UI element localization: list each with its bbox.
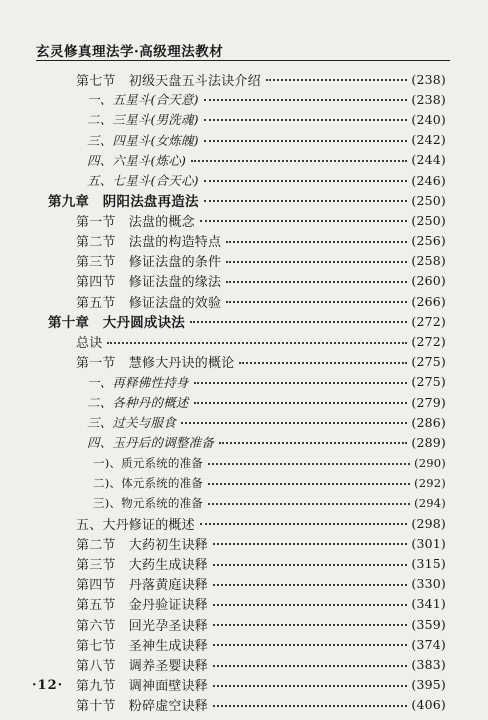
toc-entry	[0, 130, 488, 150]
toc-entry	[0, 352, 488, 372]
toc-entry	[0, 311, 488, 331]
toc-entry-title: 三、过关与服食	[87, 415, 176, 431]
dot-leader	[208, 483, 410, 485]
toc-entry-page: (330)	[411, 576, 446, 592]
dot-leader	[219, 442, 407, 444]
toc-entry	[0, 412, 488, 432]
toc-entry-page: (272)	[411, 334, 446, 350]
toc-entry-page: (260)	[411, 273, 446, 289]
toc-entry-title: 第四节 修证法盘的缘法	[76, 275, 222, 291]
toc-entry-title: 一、五星斗(合天意)	[87, 92, 199, 108]
dot-leader	[190, 321, 407, 323]
header-rule	[36, 60, 450, 61]
toc-entry-page: (266)	[411, 293, 446, 309]
dot-leader	[213, 604, 407, 606]
toc-entry-title: 第六节 回光孕圣诀释	[76, 618, 209, 634]
toc-entry-page: (294)	[414, 496, 446, 511]
toc-entry-title: 第一节 法盘的概念	[76, 214, 195, 230]
dot-leader	[204, 180, 408, 182]
toc-entry-title: 五、大丹修证的概述	[76, 517, 195, 533]
toc-entry-page: (250)	[411, 192, 446, 208]
page-number: ·12·	[32, 678, 64, 693]
toc-entry	[0, 69, 488, 89]
toc-entry	[0, 190, 488, 210]
table-of-contents	[0, 69, 488, 715]
toc-entry-page: (256)	[411, 233, 446, 249]
toc-entry-title: 三、四星斗(女炼魄)	[87, 132, 199, 148]
dot-leader	[204, 99, 408, 101]
dot-leader	[213, 705, 407, 707]
toc-entry	[0, 392, 488, 412]
toc-entry-title: 一)、质元系统的准备	[93, 455, 203, 470]
dot-leader	[226, 261, 407, 263]
dot-leader	[194, 382, 408, 384]
dot-leader	[181, 422, 407, 424]
toc-entry-page: (244)	[411, 152, 446, 168]
toc-entry	[0, 170, 488, 190]
toc-entry-title: 二)、体元系统的准备	[93, 475, 203, 490]
dot-leader	[191, 160, 407, 162]
toc-entry-title: 总诀	[76, 336, 103, 352]
toc-entry-page: (250)	[411, 212, 446, 228]
toc-entry-title: 第十节 粉碎虚空诀释	[76, 699, 209, 715]
dot-leader	[208, 463, 410, 465]
dot-leader	[226, 301, 407, 303]
toc-entry-title: 三)、物元系统的准备	[93, 496, 203, 511]
toc-entry-page: (292)	[414, 475, 446, 490]
toc-entry	[0, 109, 488, 129]
dot-leader	[226, 281, 407, 283]
toc-entry	[0, 473, 488, 493]
toc-entry-title: 第一节 慧修大丹诀的概论	[76, 356, 235, 372]
dot-leader	[107, 342, 407, 344]
toc-entry-title: 第三节 大药生成诀释	[76, 558, 209, 574]
toc-entry	[0, 675, 488, 695]
toc-entry-title: 第七节 初级天盘五斗法诀介绍	[76, 73, 261, 89]
toc-entry-title: 第七节 圣神生成诀释	[76, 638, 209, 654]
toc-entry	[0, 554, 488, 574]
dot-leader	[226, 241, 407, 243]
toc-entry-title: 四、玉丹后的调整准备	[87, 435, 215, 451]
toc-entry-page: (242)	[411, 132, 446, 148]
toc-entry	[0, 493, 488, 513]
dot-leader	[200, 523, 408, 525]
toc-entry-title: 二、各种丹的概述	[87, 395, 189, 411]
toc-entry-title: 第五节 金丹验证诀释	[76, 598, 209, 614]
toc-entry	[0, 89, 488, 109]
toc-entry-title: 五、七星斗(合天心)	[87, 173, 199, 189]
toc-entry-page: (383)	[411, 657, 446, 673]
toc-entry-title: 第九章 阴阳法盘再造法	[48, 194, 199, 211]
toc-entry-page: (359)	[411, 616, 446, 632]
toc-entry-page: (341)	[411, 596, 446, 612]
toc-entry-title: 第三节 修证法盘的条件	[76, 255, 222, 271]
dot-leader	[239, 362, 407, 364]
dot-leader	[213, 543, 407, 545]
toc-entry-title: 第二节 法盘的构造特点	[76, 235, 222, 251]
toc-entry-title: 第八节 调养圣婴诀释	[76, 659, 209, 675]
dot-leader	[213, 584, 407, 586]
toc-entry-page: (246)	[411, 172, 446, 188]
toc-entry	[0, 271, 488, 291]
toc-entry	[0, 574, 488, 594]
toc-entry-title: 第十章 大丹圆成诀法	[48, 315, 185, 332]
toc-entry-page: (315)	[411, 556, 446, 572]
toc-entry	[0, 251, 488, 271]
dot-leader	[213, 644, 407, 646]
toc-entry	[0, 614, 488, 634]
toc-entry-page: (240)	[411, 111, 446, 127]
toc-entry-page: (238)	[411, 91, 446, 107]
toc-entry	[0, 634, 488, 654]
toc-entry	[0, 695, 488, 715]
toc-entry	[0, 513, 488, 533]
toc-entry	[0, 594, 488, 614]
toc-entry-page: (272)	[411, 313, 446, 329]
toc-entry-page: (258)	[411, 253, 446, 269]
toc-entry-title: 一、再释佛性持身	[87, 374, 189, 390]
toc-entry	[0, 210, 488, 230]
toc-entry-title: 第九节 调神面壁诀释	[76, 679, 209, 695]
toc-entry	[0, 533, 488, 553]
running-head: 玄灵修真理法学·高级理法教材	[36, 44, 224, 60]
dot-leader	[208, 503, 410, 505]
toc-entry-title: 第四节 丹落黄庭诀释	[76, 578, 209, 594]
toc-entry-page: (290)	[414, 455, 446, 470]
dot-leader	[204, 119, 408, 121]
toc-entry-page: (275)	[411, 354, 446, 370]
toc-entry-page: (406)	[411, 697, 446, 713]
toc-entry-page: (298)	[411, 515, 446, 531]
dot-leader	[266, 79, 408, 81]
toc-entry-page: (301)	[411, 535, 446, 551]
toc-entry-page: (238)	[411, 71, 446, 87]
dot-leader	[213, 624, 407, 626]
dot-leader	[204, 200, 408, 202]
toc-entry	[0, 231, 488, 251]
toc-entry	[0, 432, 488, 452]
toc-entry-page: (279)	[411, 394, 446, 410]
toc-entry-title: 二、三星斗(男洗魂)	[87, 112, 199, 128]
dot-leader	[194, 402, 408, 404]
toc-entry-page: (395)	[411, 677, 446, 693]
toc-entry	[0, 654, 488, 674]
toc-entry-title: 四、六星斗(炼心)	[87, 152, 187, 168]
dot-leader	[200, 220, 408, 222]
dot-leader	[213, 564, 407, 566]
toc-entry-title: 第二节 大药初生诀释	[76, 537, 209, 553]
dot-leader	[213, 685, 407, 687]
toc-entry-page: (286)	[411, 414, 446, 430]
toc-entry	[0, 331, 488, 351]
dot-leader	[204, 140, 408, 142]
toc-entry-page: (289)	[411, 434, 446, 450]
toc-entry-page: (374)	[411, 636, 446, 652]
toc-entry	[0, 150, 488, 170]
toc-entry	[0, 291, 488, 311]
toc-entry-page: (275)	[411, 374, 446, 390]
dot-leader	[213, 665, 407, 667]
toc-entry-title: 第五节 修证法盘的效验	[76, 295, 222, 311]
toc-entry	[0, 372, 488, 392]
toc-entry	[0, 453, 488, 473]
